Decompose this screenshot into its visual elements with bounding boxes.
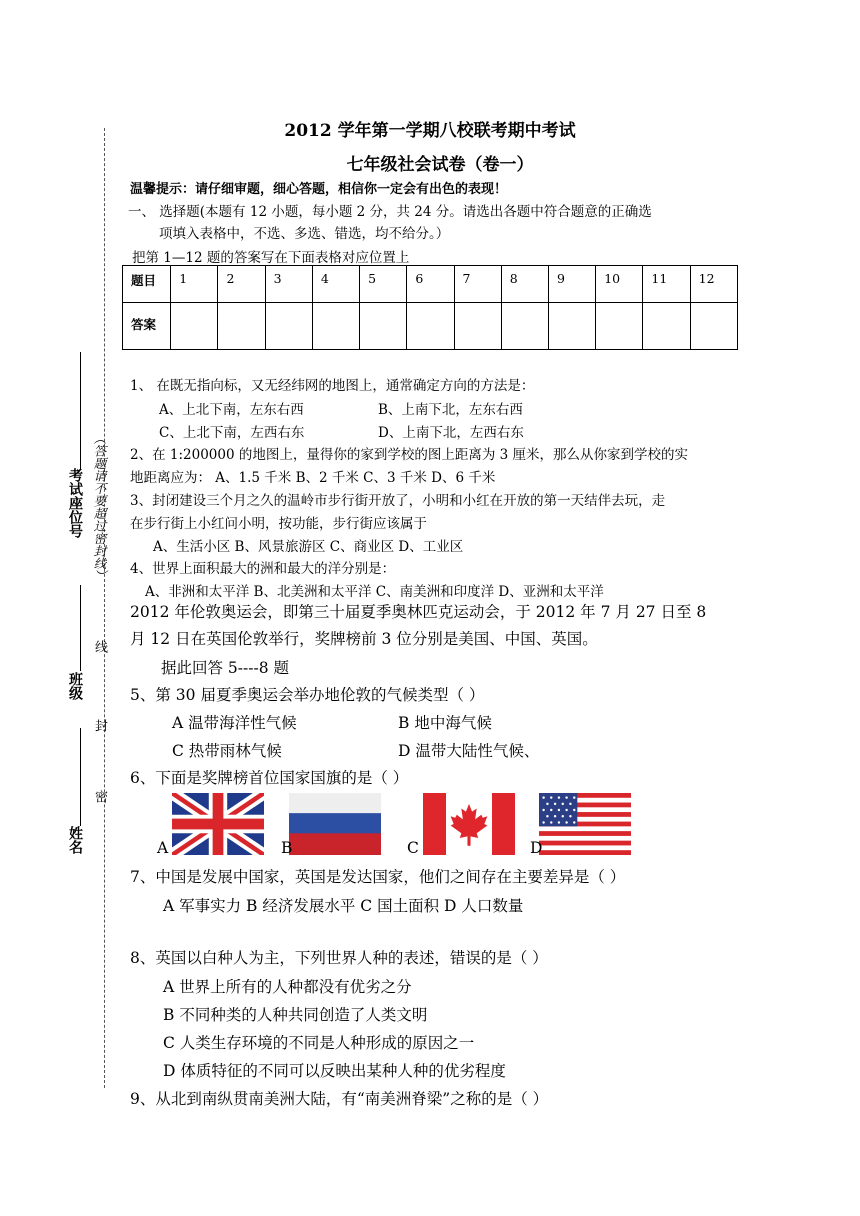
answer-cell[interactable] (690, 303, 737, 350)
question-1: 1、 在既无指向标，又无经纬网的地图上，通常确定方向的方法是： (130, 378, 535, 394)
question-7-options: A 军事实力 B 经济发展水平 C 国土面积 D 人口数量 (163, 897, 524, 915)
seal-dashed-line (104, 128, 105, 1088)
question-1-option-b: B、上南下北，左东右西 (378, 402, 523, 418)
question-1-option-c: C、上北下南，左西右东 (159, 425, 305, 441)
question-6-option-b: B (281, 839, 293, 857)
question-5-option-b: B 地中海气候 (398, 714, 492, 732)
question-5-option-c: C 热带雨林气候 (172, 742, 282, 760)
question-4-options: A、非洲和太平洋 B、北美洲和太平洋 C、南美洲和印度洋 D、亚洲和太平洋 (145, 584, 604, 600)
answer-cell[interactable] (171, 303, 218, 350)
answer-cell[interactable] (501, 303, 548, 350)
question-8-option-c: C 人类生存环境的不同是人种形成的原因之一 (163, 1034, 475, 1052)
question-6-option-a: A (157, 839, 169, 857)
answer-cell[interactable] (360, 303, 407, 350)
seat-number-label: 考试座位号 (67, 468, 83, 538)
question-number-cell: 8 (501, 266, 548, 303)
question-6-option-c: C (407, 839, 419, 857)
question-8-option-d: D 体质特征的不同可以反映出某种人种的优劣程度 (163, 1062, 506, 1080)
question-number-cell: 7 (454, 266, 501, 303)
question-number-cell: 5 (360, 266, 407, 303)
question-5: 5、第 30 届夏季奥运会举办地伦敦的气候类型（ ） (130, 686, 485, 704)
question-8: 8、英国以白种人为主，下列世界人种的表述，错误的是（ ） (130, 949, 548, 967)
answer-cell[interactable] (454, 303, 501, 350)
question-number-cell: 4 (312, 266, 359, 303)
usa-flag-icon (539, 793, 631, 855)
answer-cell[interactable] (548, 303, 595, 350)
answer-cell[interactable] (218, 303, 265, 350)
seal-char-feng: 封 (92, 719, 107, 732)
name-label: 姓名 (67, 826, 83, 854)
russia-flag-icon (289, 793, 381, 855)
canada-flag-icon (423, 793, 515, 855)
question-1-option-a: A、上北下南，左东右西 (159, 402, 304, 418)
seat-number-underline (80, 352, 81, 470)
question-9: 9、从北到南纵贯南美洲大陆，有“南美洲脊梁”之称的是（ ） (130, 1090, 549, 1108)
question-3-options: A、生活小区 B、风景旅游区 C、商业区 D、工业区 (153, 539, 464, 555)
answer-table-header-row (123, 266, 738, 303)
question-number-cell: 11 (643, 266, 690, 303)
question-number-cell: 1 (171, 266, 218, 303)
page-title: 2012 学年第一学期八校联考期中考试 (284, 121, 576, 141)
passage-line1: 2012 年伦敦奥运会，即第三十届夏季奥林匹克运动会，于 2012 年 7 月 27 日至 8 (130, 603, 707, 621)
question-number-cell: 9 (548, 266, 595, 303)
question-3-line2: 在步行街上小红问小明，按功能，步行街应该属于 (130, 516, 427, 532)
answer-table-answer-row (123, 303, 738, 350)
question-5-option-a: A 温带海洋性气候 (172, 714, 297, 732)
question-2-line2: 地距离应为： A、1.5 千米 B、2 千米 C、3 千米 D、6 千米 (130, 470, 496, 486)
answer-table-row-label: 题目 (123, 266, 171, 303)
question-3-line1: 3、封闭建设三个月之久的温岭市步行街开放了，小明和小红在开放的第一天结伴去玩，走 (130, 493, 666, 509)
question-8-option-b: B 不同种类的人种共同创造了人类文明 (163, 1006, 428, 1024)
passage-line3: 据此回答 5----8 题 (161, 659, 290, 677)
class-underline (80, 585, 81, 671)
answer-cell[interactable] (596, 303, 643, 350)
question-number-cell: 2 (218, 266, 265, 303)
page-subtitle: 七年级社会试卷（卷一） (346, 155, 534, 175)
question-6-option-d: D (530, 839, 543, 857)
answer-cell[interactable] (407, 303, 454, 350)
question-number-cell: 3 (265, 266, 312, 303)
question-number-cell: 6 (407, 266, 454, 303)
question-2-line1: 2、在 1:200000 的地图上，量得你的家到学校的图上距离为 3 厘米，那么从你家到学校的实 (130, 447, 689, 463)
answer-cell[interactable] (312, 303, 359, 350)
question-4: 4、世界上面积最大的洲和最大的洋分别是： (130, 561, 396, 577)
question-number-cell: 12 (690, 266, 737, 303)
answer-cell[interactable] (265, 303, 312, 350)
answer-table-row-label: 答案 (123, 303, 171, 350)
exam-tip: 温馨提示：请仔细审题，细心答题，相信你一定会有出色的表现！ (130, 182, 508, 197)
section-heading-line1: 一、 选择题(本题有 12 小题，每小题 2 分，共 24 分。请选出各题中符合题意的正确选 (128, 204, 652, 220)
answer-table (122, 265, 738, 350)
question-number-cell: 10 (596, 266, 643, 303)
class-label: 班级 (67, 672, 83, 700)
seal-char-xian: 线 (92, 640, 107, 653)
table-note: 把第 1—12 题的答案写在下面表格对应位置上 (132, 250, 410, 266)
question-7: 7、中国是发展中国家，英国是发达国家，他们之间存在主要差异是（ ） (130, 868, 626, 886)
seal-char-mi: 密 (92, 790, 107, 803)
section-heading-line2: 项填入表格中，不选、多选、错选，均不给分。） (159, 226, 450, 242)
question-8-option-a: A 世界上所有的人种都没有优劣之分 (163, 978, 412, 996)
passage-line2: 月 12 日在英国伦敦举行，奖牌榜前 3 位分别是美国、中国、英国。 (130, 630, 598, 648)
uk-flag-icon (172, 793, 264, 855)
question-1-option-d: D、上南下北，左西右东 (378, 425, 524, 441)
question-6: 6、下面是奖牌榜首位国家国旗的是（ ） (130, 769, 409, 787)
answer-cell[interactable] (643, 303, 690, 350)
name-underline (80, 728, 81, 826)
seal-warning: （答题请不要超过密封线） (92, 432, 107, 582)
question-5-option-d: D 温带大陆性气候、 (398, 742, 540, 760)
